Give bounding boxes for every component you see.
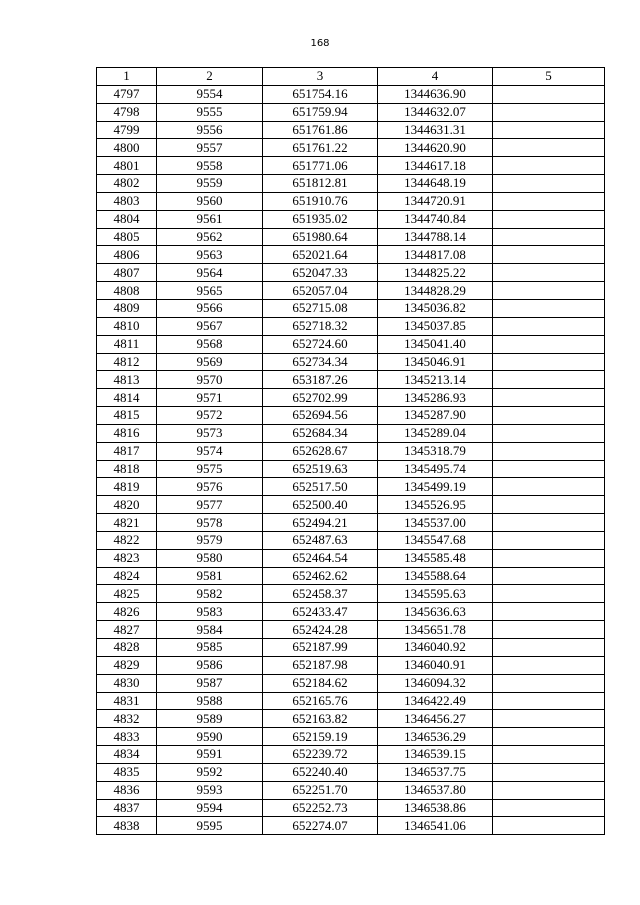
table-cell-col-3: 652163.82 xyxy=(263,710,378,728)
table-cell-col-1: 4828 xyxy=(97,639,157,657)
table-cell-col-5 xyxy=(493,335,605,353)
table-cell-col-4: 1345287.90 xyxy=(378,407,493,425)
table-cell-col-4: 1344817.08 xyxy=(378,246,493,264)
table-cell-col-2: 9557 xyxy=(157,139,263,157)
table-row xyxy=(97,246,605,264)
table-cell-col-1: 4800 xyxy=(97,139,157,157)
table-cell-col-3: 652487.63 xyxy=(263,531,378,549)
table-cell-col-2: 9555 xyxy=(157,103,263,121)
table-cell-col-1: 4804 xyxy=(97,210,157,228)
table-cell-col-1: 4829 xyxy=(97,656,157,674)
table-cell-col-3: 652517.50 xyxy=(263,478,378,496)
table-cell-col-5 xyxy=(493,531,605,549)
table-cell-col-1: 4836 xyxy=(97,781,157,799)
table-cell-col-5 xyxy=(493,621,605,639)
table-cell-col-3: 652715.08 xyxy=(263,299,378,317)
table-cell-col-5 xyxy=(493,103,605,121)
table-cell-col-2: 9574 xyxy=(157,442,263,460)
table-row xyxy=(97,656,605,674)
table-cell-col-3: 652494.21 xyxy=(263,514,378,532)
table-cell-col-2: 9587 xyxy=(157,674,263,692)
table-row xyxy=(97,282,605,300)
table-cell-col-3: 652464.54 xyxy=(263,549,378,567)
table-cell-col-1: 4819 xyxy=(97,478,157,496)
table-cell-col-1: 4801 xyxy=(97,157,157,175)
table-cell-col-2: 9556 xyxy=(157,121,263,139)
table-cell-col-5 xyxy=(493,442,605,460)
table-cell-col-1: 4797 xyxy=(97,85,157,103)
table-cell-col-2: 9575 xyxy=(157,460,263,478)
table-cell-col-4: 1345495.74 xyxy=(378,460,493,478)
table-cell-col-2: 9566 xyxy=(157,299,263,317)
table-row xyxy=(97,103,605,121)
table-cell-col-4: 1345318.79 xyxy=(378,442,493,460)
table-cell-col-4: 1346541.06 xyxy=(378,817,493,835)
table-cell-col-3: 652628.67 xyxy=(263,442,378,460)
table-cell-col-5 xyxy=(493,710,605,728)
table-cell-col-5 xyxy=(493,121,605,139)
table-cell-col-5 xyxy=(493,246,605,264)
table-cell-col-4: 1344617.18 xyxy=(378,157,493,175)
table-cell-col-5 xyxy=(493,674,605,692)
table-cell-col-1: 4818 xyxy=(97,460,157,478)
table-cell-col-5 xyxy=(493,139,605,157)
table-cell-col-1: 4825 xyxy=(97,585,157,603)
table-row xyxy=(97,175,605,193)
table-row xyxy=(97,514,605,532)
table-cell-col-3: 652057.04 xyxy=(263,282,378,300)
table-cell-col-4: 1345046.91 xyxy=(378,353,493,371)
table-cell-col-1: 4832 xyxy=(97,710,157,728)
table-cell-col-1: 4814 xyxy=(97,389,157,407)
table-cell-col-1: 4834 xyxy=(97,746,157,764)
table-cell-col-3: 651812.81 xyxy=(263,175,378,193)
table-cell-col-4: 1346536.29 xyxy=(378,728,493,746)
table-cell-col-5 xyxy=(493,514,605,532)
table-cell-col-1: 4799 xyxy=(97,121,157,139)
table-cell-col-3: 652718.32 xyxy=(263,317,378,335)
table-cell-col-3: 651759.94 xyxy=(263,103,378,121)
table-cell-col-4: 1345213.14 xyxy=(378,371,493,389)
table-cell-col-5 xyxy=(493,692,605,710)
table-cell-col-2: 9592 xyxy=(157,763,263,781)
table-cell-col-3: 653187.26 xyxy=(263,371,378,389)
table-cell-col-1: 4830 xyxy=(97,674,157,692)
table-cell-col-3: 652240.40 xyxy=(263,763,378,781)
table-cell-col-1: 4833 xyxy=(97,728,157,746)
table-cell-col-3: 651761.22 xyxy=(263,139,378,157)
table-cell-col-5 xyxy=(493,496,605,514)
table-row xyxy=(97,603,605,621)
table-cell-col-5 xyxy=(493,763,605,781)
table-cell-col-5 xyxy=(493,389,605,407)
table-cell-col-3: 652694.56 xyxy=(263,407,378,425)
table-cell-col-1: 4813 xyxy=(97,371,157,389)
table-row xyxy=(97,567,605,585)
table-cell-col-3: 652684.34 xyxy=(263,424,378,442)
table-cell-col-2: 9562 xyxy=(157,228,263,246)
table-row xyxy=(97,389,605,407)
table-cell-col-5 xyxy=(493,371,605,389)
table-cell-col-2: 9579 xyxy=(157,531,263,549)
table-cell-col-4: 1346456.27 xyxy=(378,710,493,728)
table-cell-col-4: 1344648.19 xyxy=(378,175,493,193)
table-cell-col-5 xyxy=(493,175,605,193)
table-cell-col-4: 1344720.91 xyxy=(378,192,493,210)
table-cell-col-2: 9584 xyxy=(157,621,263,639)
table-cell-col-2: 9554 xyxy=(157,85,263,103)
table-cell-col-1: 4835 xyxy=(97,763,157,781)
table-cell-col-3: 651935.02 xyxy=(263,210,378,228)
table-row xyxy=(97,335,605,353)
table-cell-col-5 xyxy=(493,728,605,746)
table-cell-col-2: 9559 xyxy=(157,175,263,193)
table-row xyxy=(97,531,605,549)
table-cell-col-4: 1346537.75 xyxy=(378,763,493,781)
table-row xyxy=(97,317,605,335)
table-cell-col-1: 4823 xyxy=(97,549,157,567)
table-cell-col-5 xyxy=(493,817,605,835)
table-cell-col-3: 651754.16 xyxy=(263,85,378,103)
table-cell-col-3: 652500.40 xyxy=(263,496,378,514)
table-header xyxy=(97,68,605,86)
table-cell-col-4: 1346040.91 xyxy=(378,656,493,674)
table-cell-col-5 xyxy=(493,228,605,246)
table-cell-col-2: 9576 xyxy=(157,478,263,496)
table-row xyxy=(97,585,605,603)
table-cell-col-2: 9589 xyxy=(157,710,263,728)
table-cell-col-3: 652519.63 xyxy=(263,460,378,478)
table-cell-col-3: 652239.72 xyxy=(263,746,378,764)
table-cell-col-4: 1345037.85 xyxy=(378,317,493,335)
table-row xyxy=(97,407,605,425)
table-cell-col-3: 652187.98 xyxy=(263,656,378,674)
table-cell-col-1: 4808 xyxy=(97,282,157,300)
table-cell-col-2: 9581 xyxy=(157,567,263,585)
table-cell-col-2: 9563 xyxy=(157,246,263,264)
table-cell-col-5 xyxy=(493,799,605,817)
table-cell-col-1: 4838 xyxy=(97,817,157,835)
table-cell-col-5 xyxy=(493,549,605,567)
table-row xyxy=(97,442,605,460)
table-cell-col-4: 1344620.90 xyxy=(378,139,493,157)
table-cell-col-2: 9567 xyxy=(157,317,263,335)
table-cell-col-3: 652424.28 xyxy=(263,621,378,639)
table-cell-col-1: 4803 xyxy=(97,192,157,210)
table-cell-col-2: 9573 xyxy=(157,424,263,442)
table-cell-col-5 xyxy=(493,639,605,657)
table-cell-col-4: 1345585.48 xyxy=(378,549,493,567)
table-row xyxy=(97,264,605,282)
table-cell-col-1: 4811 xyxy=(97,335,157,353)
table-row xyxy=(97,299,605,317)
table-cell-col-5 xyxy=(493,603,605,621)
table-row xyxy=(97,728,605,746)
table-row xyxy=(97,478,605,496)
table-cell-col-4: 1345588.64 xyxy=(378,567,493,585)
table-cell-col-2: 9572 xyxy=(157,407,263,425)
table-cell-col-1: 4824 xyxy=(97,567,157,585)
table-cell-col-4: 1346538.86 xyxy=(378,799,493,817)
table-cell-col-2: 9590 xyxy=(157,728,263,746)
table-cell-col-3: 652251.70 xyxy=(263,781,378,799)
table-cell-col-5 xyxy=(493,478,605,496)
table-cell-col-2: 9582 xyxy=(157,585,263,603)
table-cell-col-4: 1345537.00 xyxy=(378,514,493,532)
table-cell-col-2: 9586 xyxy=(157,656,263,674)
table-cell-col-4: 1346539.15 xyxy=(378,746,493,764)
table-cell-col-3: 652021.64 xyxy=(263,246,378,264)
table-cell-col-2: 9578 xyxy=(157,514,263,532)
table-row xyxy=(97,817,605,835)
table-cell-col-5 xyxy=(493,781,605,799)
table-cell-col-2: 9588 xyxy=(157,692,263,710)
table-cell-col-4: 1346040.92 xyxy=(378,639,493,657)
table-cell-col-1: 4807 xyxy=(97,264,157,282)
table-cell-col-3: 651771.06 xyxy=(263,157,378,175)
table-cell-col-2: 9593 xyxy=(157,781,263,799)
table-cell-col-5 xyxy=(493,746,605,764)
table-row xyxy=(97,139,605,157)
table-cell-col-3: 651910.76 xyxy=(263,192,378,210)
table-cell-col-4: 1344632.07 xyxy=(378,103,493,121)
table-cell-col-3: 651761.86 xyxy=(263,121,378,139)
table-cell-col-4: 1344740.84 xyxy=(378,210,493,228)
table-cell-col-4: 1345041.40 xyxy=(378,335,493,353)
table-cell-col-5 xyxy=(493,656,605,674)
table-row xyxy=(97,157,605,175)
table-cell-col-5 xyxy=(493,210,605,228)
table-cell-col-4: 1345289.04 xyxy=(378,424,493,442)
table-cell-col-4: 1344631.31 xyxy=(378,121,493,139)
table-cell-col-1: 4820 xyxy=(97,496,157,514)
page-number: 168 xyxy=(310,38,330,49)
table-row xyxy=(97,371,605,389)
table-cell-col-5 xyxy=(493,567,605,585)
table-cell-col-3: 652462.62 xyxy=(263,567,378,585)
table-cell-col-3: 652458.37 xyxy=(263,585,378,603)
table-cell-col-5 xyxy=(493,192,605,210)
table-cell-col-4: 1344788.14 xyxy=(378,228,493,246)
header-cell-3: 3 xyxy=(263,68,378,86)
table-cell-col-2: 9560 xyxy=(157,192,263,210)
table-cell-col-2: 9583 xyxy=(157,603,263,621)
table-cell-col-3: 652165.76 xyxy=(263,692,378,710)
table-row xyxy=(97,460,605,478)
table-row xyxy=(97,746,605,764)
table-cell-col-2: 9571 xyxy=(157,389,263,407)
table-cell-col-3: 652187.99 xyxy=(263,639,378,657)
table-row xyxy=(97,496,605,514)
table-cell-col-1: 4798 xyxy=(97,103,157,121)
table-row xyxy=(97,121,605,139)
table-cell-col-2: 9577 xyxy=(157,496,263,514)
table-row xyxy=(97,549,605,567)
table-cell-col-1: 4821 xyxy=(97,514,157,532)
table-row xyxy=(97,692,605,710)
table-cell-col-4: 1345547.68 xyxy=(378,531,493,549)
table-cell-col-3: 652702.99 xyxy=(263,389,378,407)
table-cell-col-5 xyxy=(493,317,605,335)
table-cell-col-5 xyxy=(493,353,605,371)
table-cell-col-4: 1345499.19 xyxy=(378,478,493,496)
table-row xyxy=(97,674,605,692)
table-cell-col-2: 9565 xyxy=(157,282,263,300)
table-cell-col-5 xyxy=(493,282,605,300)
table-cell-col-4: 1344828.29 xyxy=(378,282,493,300)
table-cell-col-3: 652724.60 xyxy=(263,335,378,353)
table-row xyxy=(97,621,605,639)
table-cell-col-5 xyxy=(493,157,605,175)
table-cell-col-3: 651980.64 xyxy=(263,228,378,246)
table-cell-col-2: 9564 xyxy=(157,264,263,282)
table-cell-col-2: 9561 xyxy=(157,210,263,228)
table-cell-col-3: 652274.07 xyxy=(263,817,378,835)
table-row xyxy=(97,85,605,103)
table-cell-col-2: 9585 xyxy=(157,639,263,657)
table-cell-col-5 xyxy=(493,424,605,442)
table-cell-col-1: 4817 xyxy=(97,442,157,460)
table-cell-col-3: 652252.73 xyxy=(263,799,378,817)
header-row xyxy=(97,68,605,86)
table-cell-col-3: 652734.34 xyxy=(263,353,378,371)
table-row xyxy=(97,763,605,781)
table-row xyxy=(97,781,605,799)
table-cell-col-1: 4810 xyxy=(97,317,157,335)
table-cell-col-4: 1345595.63 xyxy=(378,585,493,603)
table-cell-col-4: 1345636.63 xyxy=(378,603,493,621)
table-cell-col-2: 9569 xyxy=(157,353,263,371)
header-cell-4: 4 xyxy=(378,68,493,86)
table-cell-col-4: 1344636.90 xyxy=(378,85,493,103)
table-cell-col-4: 1345526.95 xyxy=(378,496,493,514)
table-cell-col-2: 9591 xyxy=(157,746,263,764)
header-cell-2: 2 xyxy=(157,68,263,86)
table-cell-col-2: 9580 xyxy=(157,549,263,567)
header-cell-5: 5 xyxy=(493,68,605,86)
table-cell-col-4: 1346422.49 xyxy=(378,692,493,710)
table-row xyxy=(97,210,605,228)
table-row xyxy=(97,799,605,817)
table-cell-col-5 xyxy=(493,407,605,425)
table-cell-col-4: 1344825.22 xyxy=(378,264,493,282)
table-cell-col-5 xyxy=(493,460,605,478)
table-cell-col-1: 4812 xyxy=(97,353,157,371)
table-cell-col-4: 1345286.93 xyxy=(378,389,493,407)
table-row xyxy=(97,710,605,728)
table-cell-col-5 xyxy=(493,264,605,282)
table-cell-col-1: 4805 xyxy=(97,228,157,246)
table-cell-col-2: 9570 xyxy=(157,371,263,389)
table-cell-col-1: 4822 xyxy=(97,531,157,549)
table-row xyxy=(97,424,605,442)
table-cell-col-4: 1345651.78 xyxy=(378,621,493,639)
table-cell-col-4: 1345036.82 xyxy=(378,299,493,317)
table-cell-col-4: 1346094.32 xyxy=(378,674,493,692)
table-row xyxy=(97,353,605,371)
table-cell-col-2: 9595 xyxy=(157,817,263,835)
table-cell-col-1: 4831 xyxy=(97,692,157,710)
table-cell-col-1: 4816 xyxy=(97,424,157,442)
table-cell-col-2: 9594 xyxy=(157,799,263,817)
table-cell-col-1: 4837 xyxy=(97,799,157,817)
table-cell-col-3: 652047.33 xyxy=(263,264,378,282)
table-cell-col-1: 4809 xyxy=(97,299,157,317)
table-cell-col-3: 652433.47 xyxy=(263,603,378,621)
table-row xyxy=(97,192,605,210)
table-cell-col-1: 4827 xyxy=(97,621,157,639)
table-cell-col-5 xyxy=(493,85,605,103)
table-cell-col-1: 4802 xyxy=(97,175,157,193)
table-cell-col-1: 4806 xyxy=(97,246,157,264)
table-cell-col-5 xyxy=(493,299,605,317)
table-cell-col-4: 1346537.80 xyxy=(378,781,493,799)
coordinates-table xyxy=(96,67,605,835)
table-body xyxy=(97,85,605,834)
table-cell-col-1: 4815 xyxy=(97,407,157,425)
table-cell-col-2: 9558 xyxy=(157,157,263,175)
header-cell-1: 1 xyxy=(97,68,157,86)
table-cell-col-1: 4826 xyxy=(97,603,157,621)
table-cell-col-5 xyxy=(493,585,605,603)
table-cell-col-3: 652159.19 xyxy=(263,728,378,746)
table-cell-col-2: 9568 xyxy=(157,335,263,353)
table-row xyxy=(97,639,605,657)
table-row xyxy=(97,228,605,246)
table-cell-col-3: 652184.62 xyxy=(263,674,378,692)
